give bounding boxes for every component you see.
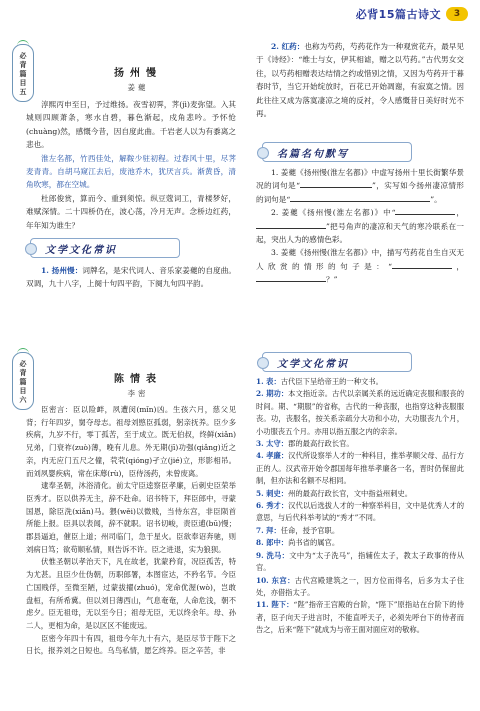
essay-paragraph-4: 臣密今年四十有四，祖母今年九十有六，是臣尽节于陛下之日长，报养刘之日短也。乌鸟私情，愿乞终养。臣之辛苦，非: [26, 633, 236, 656]
culture-term: 2. 红药：: [271, 42, 305, 51]
culture-item: [256, 537, 464, 549]
culture-text: 尚书省的属官。: [288, 538, 340, 548]
culture-text: 郡的最高行政长官。: [288, 439, 354, 449]
culture-heading-text: 文学文化常识: [45, 244, 117, 256]
culture-text: 本文指近亲。古代以亲属关系的远近确定丧服和服丧的时间。期、“期服”的省称，古代的一种丧服，也指穿这种丧服服丧。功，丧服名，按关系亲疏分大功和小功，大功服丧九个月，小功服丧五个月。亦用以指五服之内的亲亲。: [256, 389, 464, 436]
poem-author: 姜夔: [127, 83, 149, 92]
badge-char: 篇: [19, 376, 27, 386]
culture-heading-text: 文学文化常识: [277, 358, 349, 370]
essay-author: 李密: [127, 389, 149, 398]
recite-text: ？”: [326, 275, 338, 285]
culture-list-2: [256, 376, 464, 637]
culture-term: 2. 期功：: [256, 389, 289, 399]
page-number: 3: [446, 7, 468, 21]
culture-list: [26, 264, 236, 291]
essay-paragraph-1: 臣密言：臣以险衅，夙遭闵(mǐn)凶。生孩六月，慈父见背；行年四岁，舅夺母志。祖母刘愍臣孤弱，躬亲抚养。臣少多疾病，九岁不行，零丁孤苦，至于成立。既无伯叔，终鲜(xiǎn)兄弟，门衰祚(zuò)薄，晚有儿息。外无期(jī)功强(qiǎng)近之亲，内无应门五尺之僮，茕茕(qióng)孑立(jié)立，形影相吊。而刘夙婴疾病，常在床蓐(rù)，臣侍汤药，未曾废离。: [26, 405, 236, 478]
culture-item: [26, 264, 236, 291]
culture-term: 11. 陛下：: [256, 600, 294, 610]
poem-body: [26, 98, 236, 232]
culture-item: [256, 500, 464, 525]
recite-item-2: [256, 206, 464, 246]
header-title: 必背15篇古诗文: [355, 8, 441, 21]
culture-term: 1. 扬州慢：: [41, 266, 83, 275]
essay-body: [26, 404, 236, 658]
article-badge-6: [12, 352, 34, 410]
culture-item: [256, 488, 464, 500]
culture-term: 8. 郎中：: [256, 538, 289, 548]
culture-term: 4. 孝廉：: [256, 451, 289, 461]
article-badge-5: [12, 44, 34, 102]
answer-blank[interactable]: [300, 179, 372, 188]
essay-title: 陈情表: [114, 374, 162, 385]
badge-char: 目: [19, 77, 27, 87]
culture-text: 汉代所设察举人才的一种科目，推举孝顺父母、品行方正的人。汉武帝开始令郡国每年推举孝廉各一名，晋时仍保留此制，但亦法和名额不尽相同。: [256, 451, 464, 486]
culture-heading: [30, 238, 180, 258]
culture-item: [256, 599, 464, 636]
recite-item-1: [256, 166, 464, 206]
answer-blank[interactable]: [256, 273, 326, 282]
culture-list-cont: [256, 40, 464, 120]
culture-item: [256, 376, 464, 388]
essay-paragraph-2: 逮奉圣朝，沐浴清化。前太守臣逵察臣孝廉，后刺史臣荣举臣秀才。臣以供养无主，辞不赴命。诏书特下，拜臣郎中，寻蒙国恩，除臣洗(xiǎn)马。猥(wěi)以微贱，当侍东宫，非臣陨首所能上报。臣具以表闻，辞不就职。诏书切峻，责臣逋(bū)慢；郡县逼迫，催臣上道；州司临门，急于星火。臣欲奉诏奔驰，则刘病日笃；欲苟顺私情，则告诉不许。臣之进退，实为狼狈。: [26, 481, 236, 554]
recite-text: ”把号角声的凄凉和天气的寒冷联系在一起，突出人为的感情色彩。: [256, 221, 464, 245]
recite-text: ，: [451, 261, 464, 271]
culture-item: [256, 450, 464, 487]
recite-text: ，: [455, 208, 465, 218]
page-header: [356, 6, 468, 22]
answer-blank[interactable]: [395, 206, 455, 215]
culture-text: 古代臣下呈给帝王的一种文书。: [280, 377, 383, 386]
recite-heading-text: 名篇名句默写: [277, 148, 349, 160]
badge-char: 五: [19, 86, 27, 96]
recite-text: 1. 姜夔《扬州慢(淮左名都)》中虚写扬州十里长街繁华景况的词句是“: [256, 168, 464, 191]
answer-blank[interactable]: [392, 260, 452, 269]
culture-term: 9. 洗马：: [256, 550, 290, 560]
culture-text: 古代宫殿建筑之一，因方位而得名，后多为太子住处，亦借指太子。: [256, 575, 464, 597]
poem-title: 扬州慢: [114, 68, 162, 79]
recite-text: 3. 姜夔《扬州慢(淮左名都)》中，描写芍药花自生自灭无人欣赏的情形的句子是：“: [256, 248, 464, 271]
culture-text: 州的最高行政长官，文中指益州刺史。: [288, 488, 413, 498]
culture-text: 汉代以后选拔人才的一种察举科目，文中是优秀人才的意思，与后代科举考试的“秀才”不同。: [256, 501, 464, 523]
recite-text: 2. 姜夔《扬州慢(淮左名都)》中“: [271, 208, 396, 218]
badge-char: 背: [19, 59, 27, 69]
poem-stanza-2: 杜郎俊赏，算而今、重到须惊。纵豆蔻词工，青楼梦好，难赋深情。二十四桥仍在，波心荡，冷月无声。念桥边红药，年年知为谁生？: [26, 193, 236, 230]
poem-stanza-1: 淮左名都，竹西佳处，解鞍少驻初程。过春风十里，尽荠麦青青。自胡马窥江去后，废池乔木，犹厌言兵。渐黄昏，清角吹寒，都在空城。: [26, 153, 236, 190]
culture-text: 词牌名，是宋代词人、音乐家姜夔的自度曲。双调，九十八字，上阕十句四平韵，下阕九句四平韵。: [26, 266, 236, 289]
answer-blank[interactable]: [290, 193, 430, 202]
culture-item: [256, 388, 464, 438]
answer-blank[interactable]: [256, 220, 326, 229]
culture-term: 6. 秀才：: [256, 501, 289, 511]
recite-heading: [262, 142, 412, 162]
recite-text: ”。: [430, 194, 442, 204]
recite-text: ”，实写如今扬州凄凉情形的词句是“: [256, 181, 464, 204]
culture-term: 3. 太守：: [256, 439, 289, 449]
culture-item: [256, 40, 464, 120]
badge-char: 目: [19, 385, 27, 395]
poem-preface: 淳熙丙申至日，予过维扬。夜雪初霁，荠(jì)麦弥望。入其城则四顾萧条，寒水自碧，暮色渐起，戍角悲吟。予怀怆(chuàng)然，感慨今昔，因自度此曲。千岩老人以为有黍离之悲也。: [26, 100, 236, 150]
badge-char: 篇: [19, 68, 27, 78]
culture-term: 5. 刺史：: [256, 488, 289, 498]
culture-item: [256, 525, 464, 537]
culture-term: 10. 东宫：: [256, 575, 295, 585]
culture-heading-2: [262, 352, 412, 372]
culture-text: 也称为芍药，芍药花作为一种观赏花卉，最早见于《诗经》：“维士与女，伊其相谑，赠之以芍药。”古代男女交往，以芍药相赠表达结情之约或惜别之情，又因为芍药开于暮春时节，当它开始绽放时，百花已开始凋谢，有寂寞之情。因此往往又成为落寞凄凉之境的反衬，令人感慨昔日美好时光不再。: [256, 42, 465, 119]
culture-text: 文中为“太子洗马”，指辅佐太子，教太子政事的侍从官。: [256, 550, 464, 573]
culture-term: 7. 拜：: [256, 525, 281, 535]
badge-char: 六: [19, 394, 27, 404]
culture-text: 任命，授予官职。: [280, 525, 340, 535]
badge-char: 必: [19, 50, 27, 60]
culture-text: “陛”指帝王宫殿的台阶，“陛下”原指站在台阶下的侍者，臣子向天子进言时，不能直呼天子，必须先呼台下的侍者而告之，后来“陛下”就成为与帝王面对面应对的敬称。: [256, 600, 464, 635]
culture-term: 1. 表：: [256, 377, 281, 386]
badge-char: 背: [19, 367, 27, 377]
culture-item: [256, 575, 464, 600]
badge-char: 必: [19, 358, 27, 368]
culture-item: [256, 438, 464, 450]
recite-item-3: [256, 246, 464, 286]
culture-item: [256, 550, 464, 575]
essay-paragraph-3: 伏惟圣朝以孝治天下，凡在故老，犹蒙矜育，况臣孤苦，特为尤甚。且臣少仕伪朝，历职郎署，本图宦达，不矜名节。今臣亡国贱俘，至微至陋，过蒙拔擢(zhuó)，宠命优渥(wò)，岂敢盘桓，有所希冀。但以刘日薄西山，气息奄奄，人命危浅，朝不虑夕。臣无祖母，无以至今日；祖母无臣，无以终余年。母、孙二人，更相为命，是以区区不能废远。: [26, 557, 236, 630]
recite-list: [256, 166, 464, 287]
